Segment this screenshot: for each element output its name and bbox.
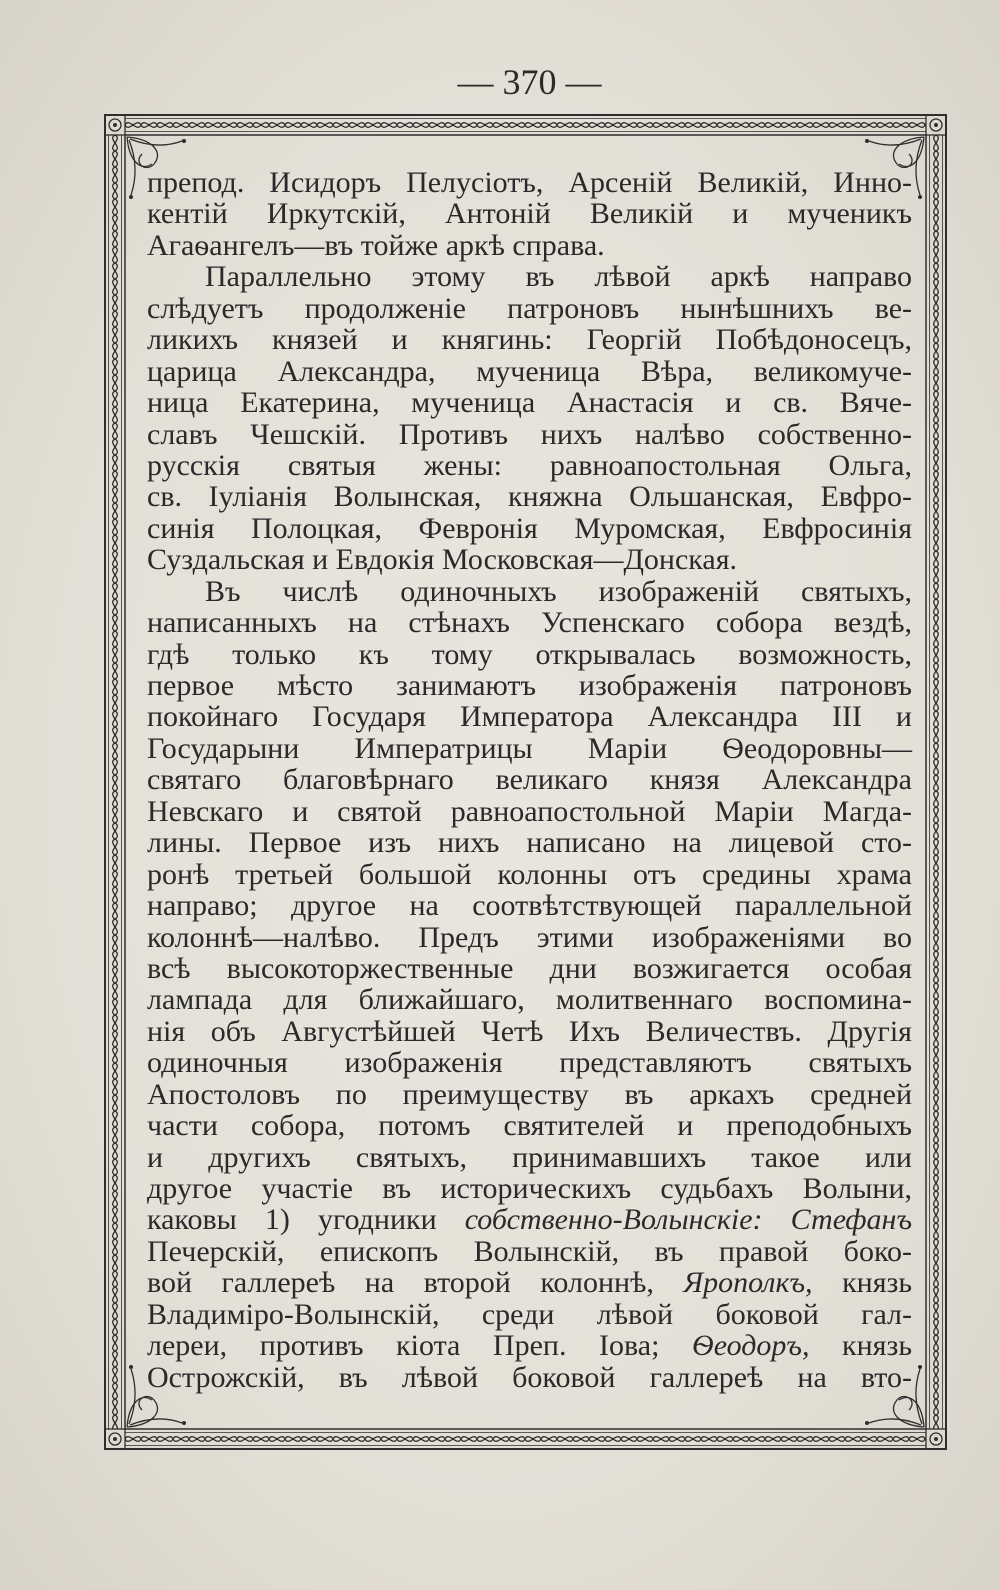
text-line: слѣдуетъ продолженіе патроновъ нынѣшнихъ ве- [147,291,912,325]
italic-name: Ярополкъ, [683,1266,813,1300]
text-line: лампада для ближайшаго, молитвеннаго воспомина- [147,983,912,1017]
italic-phrase: собственно-Волынскіе: [464,1203,763,1237]
border-left-band [105,135,125,1429]
text-line: всѣ высокоторжественные дни возжигается особая [147,951,912,985]
text-line: Апостоловъ по преимуществу въ аркахъ средней [147,1077,912,1111]
text-line: кентій Иркутскій, Антоній Великій и мученикъ [147,197,912,231]
border-right-band [926,135,946,1429]
text-line: гдѣ только къ тому открывалась возможность, [147,637,912,671]
paragraph [147,261,912,575]
text-line: препод. Исидоръ Пелусіотъ, Арсеній Великій, Инно- [147,166,912,199]
text-line: Острожскій, въ лѣвой боковой галлереѣ на вто- [147,1360,912,1394]
text-line: направо; другое на соотвѣтствующей параллельной [147,889,912,923]
text-segment: князь [842,1266,913,1300]
text-line: части собора, потомъ святителей и преподобныхъ [147,1109,912,1143]
text-line: ликихъ князей и княгинь: Георгій Побѣдоносецъ, [147,323,912,357]
text-line: ронѣ третьей большой колонны отъ средины храма [147,857,912,891]
text-segment: вой галлереѣ на второй колоннѣ, [147,1266,654,1300]
text-line: Владиміро-Волынскій, среди лѣвой боковой гал- [147,1297,912,1331]
text-line [147,1204,912,1235]
italic-name: Стефанъ [790,1203,913,1237]
text-line: первое мѣсто занимаютъ изображенія патроновъ [147,669,912,702]
paragraph [147,576,912,1393]
italic-name: Ѳеодоръ, [692,1329,810,1363]
text-line: колоннѣ—налѣво. Предъ этими изображеніями во [147,920,912,954]
text-line: покойнаго Государя Императора Александра III и [147,700,912,734]
text-line: Невскаго и святой равноапостольной Маріи Магда- [147,794,912,828]
text-line: другое участіе въ историческихъ судьбахъ Волыни, [147,1172,912,1205]
text-line: нія объ Августѣйшей Четѣ Ихъ Величествъ. Другія [147,1014,912,1048]
paragraph [147,167,912,261]
text-line: святаго благовѣрнаго великаго князя Александра [147,763,912,797]
text-line: Государыни Императрицы Маріи Ѳеодоровны— [147,731,912,765]
text-line: Агаѳангелъ—въ тойже аркѣ справа. [147,228,605,262]
text-line [147,1267,912,1298]
text-line: св. Іуліанія Волынская, княжна Ольшанская, Евфро- [147,480,912,514]
text-segment: князь [842,1329,913,1363]
text-block [147,167,912,1393]
text-line: Параллельно этому въ лѣвой аркѣ направо [205,260,912,294]
text-line: и другихъ святыхъ, принимавшихъ такое или [147,1140,912,1174]
text-line: Въ числѣ одиночныхъ изображеній святыхъ, [205,574,912,608]
text-line: царица Александра, мученица Вѣра, великомуче- [147,354,912,388]
text-line: Суздальская и Евдокія Московская—Донская. [147,543,738,577]
text-line: ница Екатерина, мученица Анастасія и св. Вяче- [147,386,912,420]
text-line: одиночныя изображенія представляютъ святыхъ [147,1046,912,1080]
border-top-band [125,115,926,135]
border-bottom-band [125,1429,926,1449]
text-line: лины. Первое изъ нихъ написано на лицевой сто- [147,826,912,860]
text-line: написанныхъ на стѣнахъ Успенскаго собора вездѣ, [147,606,912,640]
text-segment: каковы 1) угодники [147,1203,437,1237]
text-line: синія Полоцкая, Февронія Муромская, Евфросинія [147,511,912,545]
text-line: Печерскій, епископъ Волынскій, въ правой боко- [147,1234,912,1268]
text-line [147,1330,912,1361]
page-number: — 370 — [457,62,602,102]
text-segment: лереи, противъ кіота Преп. Іова; [147,1329,660,1363]
text-line: славъ Чешскій. Противъ нихъ налѣво собственно- [147,417,912,451]
text-line: русскія святыя жены: равноапостольная Ольга, [147,448,912,482]
